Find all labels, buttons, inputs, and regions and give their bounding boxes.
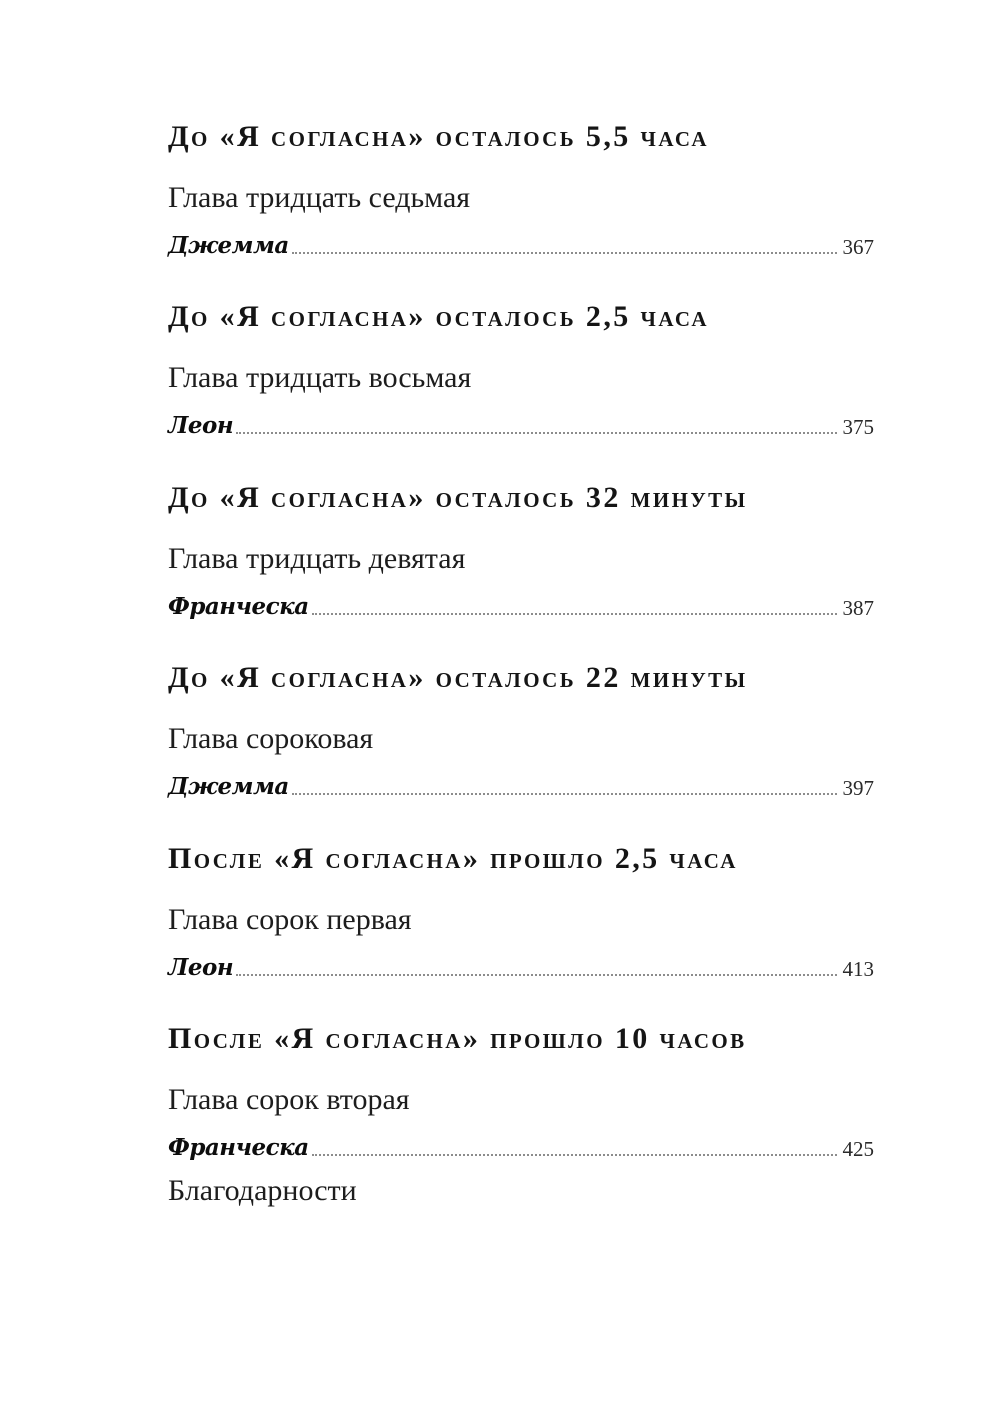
narrator-name: Леон bbox=[168, 954, 234, 981]
acknowledgements-entry[interactable]: Благодарности bbox=[168, 1174, 357, 1207]
page-number: 375 bbox=[842, 415, 874, 439]
page-number: 397 bbox=[842, 776, 874, 800]
page-number: 367 bbox=[842, 235, 874, 259]
chapter-title: Глава сорок первая bbox=[168, 903, 412, 936]
dot-leader bbox=[292, 252, 837, 254]
narrator-name: Франческа bbox=[168, 593, 309, 620]
page-number: 425 bbox=[842, 1137, 874, 1161]
toc-entry-row[interactable] bbox=[168, 582, 874, 622]
dot-leader bbox=[312, 1154, 837, 1156]
section-heading: До «Я согласна» осталось 22 минуты bbox=[168, 661, 748, 694]
chapter-title: Глава тридцать седьмая bbox=[168, 181, 471, 214]
section-heading: До «Я согласна» осталось 32 минуты bbox=[168, 481, 748, 514]
narrator-name: Джемма bbox=[168, 232, 289, 259]
section-heading: До «Я согласна» осталось 5,5 часа bbox=[168, 120, 709, 153]
dot-leader bbox=[236, 432, 836, 434]
chapter-title: Глава тридцать восьмая bbox=[168, 361, 472, 394]
narrator-name: Джемма bbox=[168, 773, 289, 800]
toc-entry-row[interactable] bbox=[168, 401, 874, 441]
toc-entry-row[interactable] bbox=[168, 1123, 874, 1163]
narrator-name: Леон bbox=[168, 412, 234, 439]
toc-entry-row[interactable] bbox=[168, 762, 874, 802]
narrator-name: Франческа bbox=[168, 1134, 309, 1161]
toc-entry-row[interactable] bbox=[168, 943, 874, 983]
chapter-title: Глава сорок вторая bbox=[168, 1083, 410, 1116]
dot-leader bbox=[236, 974, 836, 976]
dot-leader bbox=[292, 793, 837, 795]
page-number: 387 bbox=[842, 596, 874, 620]
toc-entry-row[interactable] bbox=[168, 221, 874, 261]
page-number: 413 bbox=[842, 957, 874, 981]
dot-leader bbox=[312, 613, 837, 615]
section-heading: После «Я согласна» прошло 2,5 часа bbox=[168, 842, 738, 875]
chapter-title: Глава тридцать девятая bbox=[168, 542, 466, 575]
table-of-contents bbox=[168, 0, 874, 1404]
section-heading: После «Я согласна» прошло 10 часов bbox=[168, 1022, 747, 1055]
chapter-title: Глава сороковая bbox=[168, 722, 374, 755]
section-heading: До «Я согласна» осталось 2,5 часа bbox=[168, 300, 709, 333]
